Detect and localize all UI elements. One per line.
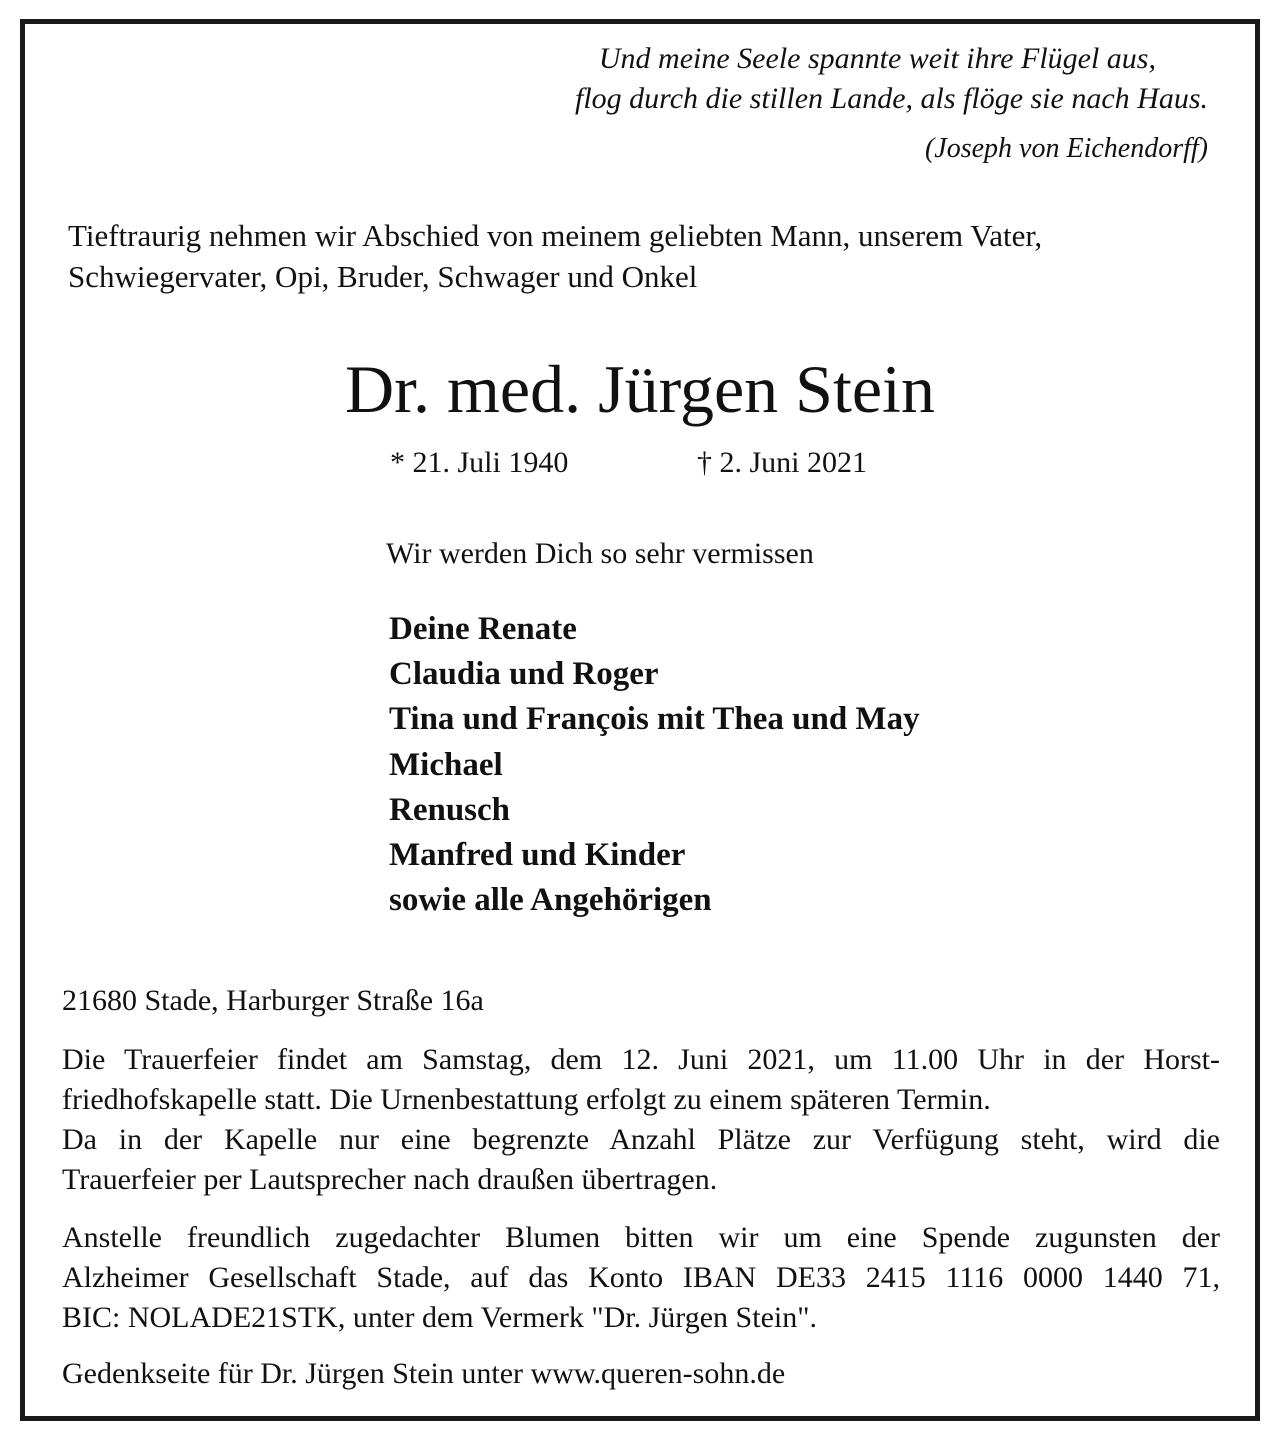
donation-paragraph [62,1218,1220,1338]
mourner-name: sowie alle Angehörigen [389,882,712,919]
donation-line: Alzheimer Gesellschaft Stade, auf das Konto IBAN DE33 2415 1116 0000 1440 71, [62,1261,1220,1294]
ceremony-paragraph [62,1040,1220,1200]
ceremony-line: friedhofskapelle statt. Die Urnenbestattung erfolgt zu einem späteren Termin. [62,1083,991,1116]
death-date: † 2. Juni 2021 [697,446,868,479]
intro-line-2: Schwiegervater, Opi, Bruder, Schwager und Onkel [68,259,698,294]
ceremony-line: Trauerfeier per Lautsprecher nach draußen übertragen. [62,1163,718,1196]
ceremony-line: Da in der Kapelle nur eine begrenzte Anzahl Plätze zur Verfügung steht, wird die [62,1123,1220,1156]
mourners-list [389,607,920,923]
mourner-name: Manfred und Kinder [389,837,686,874]
intro-line-1: Tieftraurig nehmen wir Abschied von meinem geliebten Mann, unserem Vater, [68,218,1043,253]
memorial-page-note: Gedenkseite für Dr. Jürgen Stein unter www.queren-sohn.de [62,1357,786,1390]
birth-date: * 21. Juli 1940 [390,446,569,479]
mourner-name: Michael [389,746,503,783]
mourner-name: Tina und François mit Thea und May [389,701,920,738]
mourner-name: Deine Renate [389,611,577,647]
farewell-line: Wir werden Dich so sehr vermissen [386,537,814,570]
donation-line: Anstelle freundlich zugedachter Blumen bitten wir um eine Spende zugunsten der [62,1221,1220,1254]
donation-line: BIC: NOLADE21STK, unter dem Vermerk "Dr. Jürgen Stein". [62,1301,817,1334]
quote-author: (Joseph von Eichendorff) [924,133,1208,164]
mourner-name: Renusch [389,791,511,828]
deceased-name: Dr. med. Jürgen Stein [345,351,935,427]
mourner-name: Claudia und Roger [389,656,659,693]
ceremony-line: Die Trauerfeier findet am Samstag, dem 12. Juni 2021, um 11.00 Uhr in der Horst- [62,1043,1220,1076]
quote-line-2: flog durch die stillen Lande, als flöge sie nach Haus. [574,82,1208,115]
quote-line-1: Und meine Seele spannte weit ihre Flügel aus, [598,42,1156,75]
address: 21680 Stade, Harburger Straße 16a [62,984,484,1017]
